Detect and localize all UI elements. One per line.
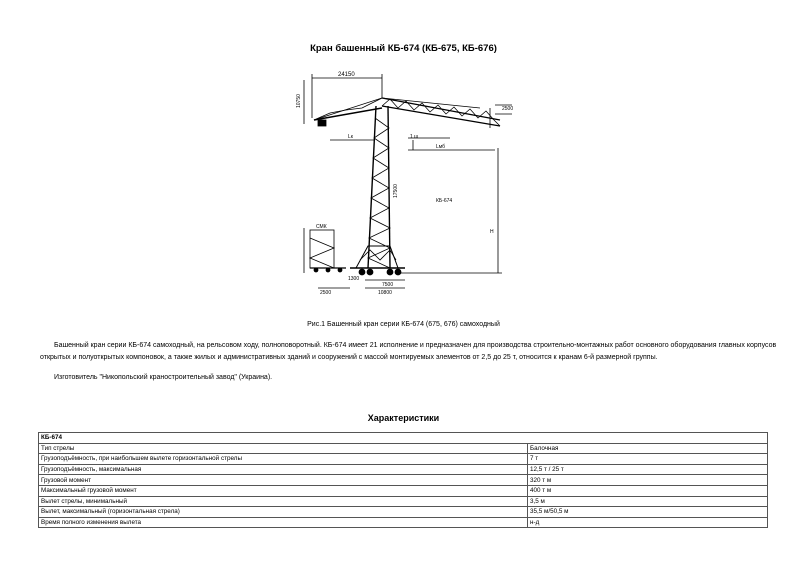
height-label: Н	[490, 229, 494, 235]
specs-table	[38, 432, 768, 528]
dim-base-2: 10800	[378, 290, 392, 296]
manufacturer-paragraph: Изготовитель "Никопольский краностроительный завод" (Украина).	[54, 374, 273, 381]
spec-value: Балочная	[528, 443, 768, 454]
dim-side-label: 2500	[320, 290, 332, 296]
description-paragraph: Башенный кран серии КБ-674 самоходный, на рельсовом ходу, полноповоротный. КБ-674 имеет 21 исполнение и предназначен для производства строительно-монтажных работ основного оборудования главных корпусов открытых и полуоткрытых компоновок, а также жилых и административных зданий и сооружений с массой монтируемых элементов от 2,5 до 25 т, относится к кранам 6-й размерной группы.	[40, 342, 777, 361]
dim-right-label: 2500	[502, 106, 514, 112]
spec-value: 320 т м	[528, 475, 768, 486]
spec-value: 400 т м	[528, 485, 768, 496]
spec-name: Время полного изменения вылета	[39, 517, 528, 528]
spec-name: Тип стрелы	[39, 443, 528, 454]
lmax-label: Lмб	[436, 144, 446, 150]
crane-diagram-svg	[290, 68, 530, 300]
table-header: КБ-674	[39, 433, 768, 444]
dim-mid-label: 1 ш	[410, 134, 419, 140]
spec-value: 3,5 м	[528, 496, 768, 507]
table-row	[39, 475, 768, 486]
table-row	[39, 464, 768, 475]
page-title: Кран башенный КБ-674 (КБ-675, КБ-676)	[310, 43, 497, 54]
tower-mark-label: 17500	[393, 184, 399, 198]
spec-name: Грузовой момент	[39, 475, 528, 486]
spec-value: 12,5 т / 25 т	[528, 464, 768, 475]
spec-value: 35,5 м/50,5 м	[528, 507, 768, 518]
tower	[368, 106, 376, 268]
figure-caption: Рис.1 Башенный кран серии КБ-674 (675, 676) самоходный	[307, 321, 500, 328]
table-row	[39, 517, 768, 528]
side-view	[310, 230, 334, 268]
spec-name: Вылет, максимальный (горизонтальная стрела)	[39, 507, 528, 518]
table-row	[39, 496, 768, 507]
lk-label: Lк	[348, 134, 353, 140]
table-header-row	[39, 433, 768, 444]
spec-name: Грузоподъёмность, при наибольшем вылете горизонтальной стрелы	[39, 454, 528, 465]
dim-small-label: 1300	[348, 276, 360, 282]
crane-drawing	[290, 68, 530, 300]
table-row	[39, 443, 768, 454]
table-row	[39, 507, 768, 518]
spec-name: Вылет стрелы, минимальный	[39, 496, 528, 507]
crane-model-label: КБ-674	[436, 198, 453, 204]
spec-name: Максимальный грузовой момент	[39, 485, 528, 496]
table-row	[39, 454, 768, 465]
specs-title: Характеристики	[367, 413, 440, 423]
dim-base-1: 7500	[382, 282, 394, 288]
spec-value: 7 т	[528, 454, 768, 465]
table-row	[39, 485, 768, 496]
dim-top-label: 24150	[338, 72, 355, 78]
dim-left-label: 10750	[296, 94, 302, 108]
cab-label: СМК	[316, 224, 327, 230]
spec-name: Грузоподъёмность, максимальная	[39, 464, 528, 475]
spec-value: н-д	[528, 517, 768, 528]
